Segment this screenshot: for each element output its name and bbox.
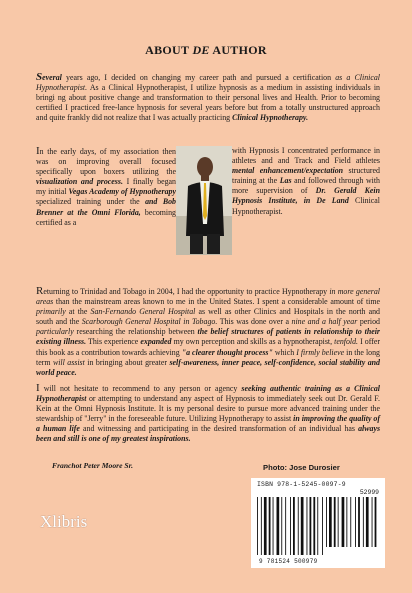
photo-credit: Photo: Jose Durosier — [263, 463, 340, 472]
author-photo — [176, 146, 232, 255]
bio-paragraph-2-left: In the early days, of my association then was on improving overall focused specifically upon boxers utilizing the visualization and process. I finally began my initial Vegas Academy of Hypnotherapy specialized training under the and Bob Brenner at the Omni Florida, becoming certified as a — [36, 145, 177, 227]
bio-paragraph-1: Several years ago, I decided on changing my career path and pursued a certification as a Clinical Hypnotherapist. As a Clinical Hypnotherapist, I utilize hypnosis as a medium in assisting individuals in bringi ng about positive change and transformation to their personal lives and Health. Prior to becoming certified I practiced free-lance hypnosis for several years before but from a totally unstructured approach and quite frankly did not realize that I was actually practicing Clinical Hypnotherapy. — [36, 71, 380, 123]
isbn-number: 9 781524 500979 — [259, 558, 318, 565]
bio-paragraph-2-right: with Hypnosis I concentrated performance in athletes and and Track and Field athletes mental enhancement/expectation structured training at the Las and followed through with more supervision of Dr. Gerald Kein Hypnosis Institute, in De Land Clinical Hypnotherapist. — [232, 146, 381, 216]
barcode-icon — [255, 497, 381, 557]
page-title: ABOUT DE AUTHOR — [145, 43, 267, 57]
author-signature: Franchot Peter Moore Sr. — [52, 461, 134, 470]
bio-paragraph-4: I will not hesitate to recommend to any person or agency seeking authentic training as a Clinical Hypnotherapist or attempting to understand any aspect of Hypnosis to immediately seek out Dr. Gerald F. Kein at the Omni Hypnosis Institute. It is my personal desire to pursue more advanced training under the stewardship of "Jerry" in the foreseeable future. Utilizing Hypnotherapy to assist in improving the quality of a human life and witnessing and participating in the desired transformation of an individual has always been and still is one of my greatest inspirations. — [36, 382, 381, 444]
barcode-block — [251, 478, 385, 568]
price-code: 52999 — [359, 489, 379, 496]
publisher-logo: Xlibris — [40, 512, 88, 531]
isbn-text: ISBN 978-1-5245-0097-9 — [257, 481, 346, 488]
bio-paragraph-3: Returning to Trinidad and Tobago in 2004, I had the opportunity to practice Hypnotherapy in more general areas than the mainstream areas known to me in the United States. I spent a considerable amount of time primarily at the San-Fernando General Hospital as well as other Clinics and Hospitals in the north and south and the Scarborough General Hospital in Tobago. This was done over a nine and a half year period particularly researching the relationship between the belief structures of patients in relationship to their existing illness. This experience expanded my own perception and skills as a hypnotherapist, tenfold. I offer this book as a contribution towards achieving "a clearer thought process" which I firmly believe in the long term will assist in bringing about greater self-awareness, inner peace, self-confidence, social stability and world peace. — [36, 285, 381, 377]
